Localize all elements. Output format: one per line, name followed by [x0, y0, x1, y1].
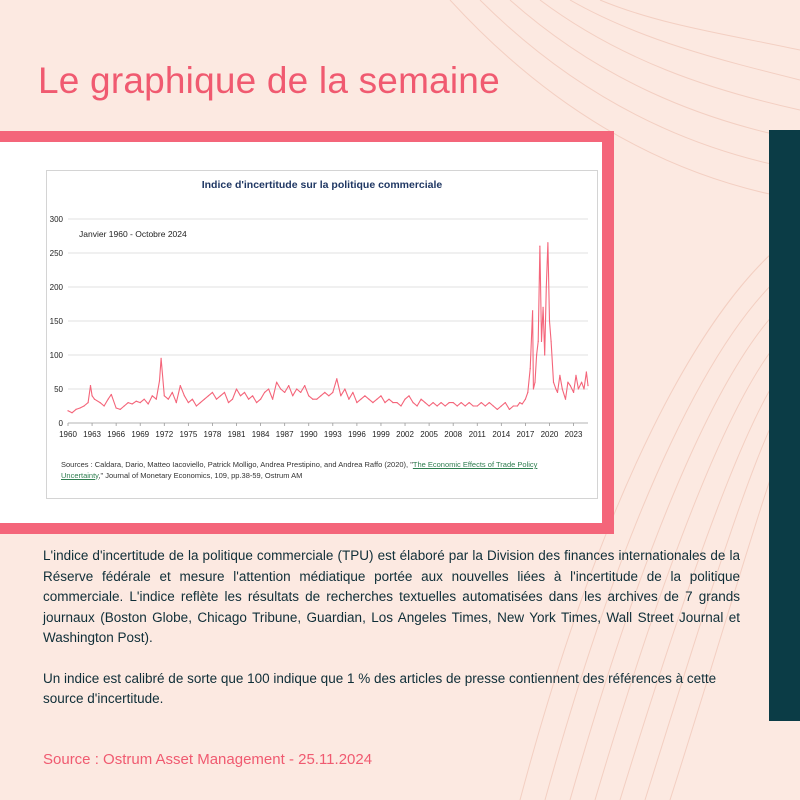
data-point — [546, 286, 547, 287]
data-point — [87, 402, 88, 403]
data-point — [404, 399, 405, 400]
data-point — [156, 399, 157, 400]
line-chart — [47, 171, 597, 498]
data-point — [420, 399, 421, 400]
data-point — [538, 341, 539, 342]
data-point — [160, 358, 161, 359]
x-tick-label: 2011 — [468, 430, 486, 439]
data-point — [469, 402, 470, 403]
data-point — [260, 399, 261, 400]
data-point — [268, 388, 269, 389]
data-point — [104, 405, 105, 406]
data-point — [578, 388, 579, 389]
data-point — [376, 399, 377, 400]
data-point — [392, 402, 393, 403]
data-point — [539, 246, 540, 247]
x-tick-label: 2014 — [492, 430, 511, 439]
data-point — [296, 388, 297, 389]
series-line-0 — [68, 243, 588, 413]
data-point — [481, 402, 482, 403]
data-point — [429, 405, 430, 406]
data-point — [148, 403, 149, 404]
data-point — [449, 402, 450, 403]
data-point — [573, 392, 574, 393]
data-point — [489, 402, 490, 403]
data-point — [550, 341, 551, 342]
data-point — [541, 341, 542, 342]
data-point — [553, 382, 554, 383]
data-point — [477, 405, 478, 406]
x-tick-label: 1972 — [155, 430, 174, 439]
x-tick-label: 2002 — [396, 430, 414, 439]
data-point — [99, 402, 100, 403]
data-point — [328, 395, 329, 396]
data-point — [200, 402, 201, 403]
data-point — [132, 403, 133, 404]
data-point — [517, 405, 518, 406]
data-point — [120, 409, 121, 410]
data-point — [75, 409, 76, 410]
data-point — [71, 412, 72, 413]
data-point — [356, 402, 357, 403]
data-point — [497, 409, 498, 410]
data-point — [380, 395, 381, 396]
x-tick-label: 1966 — [107, 430, 126, 439]
x-tick-label: 1990 — [299, 430, 318, 439]
data-point — [79, 407, 80, 408]
data-point — [465, 405, 466, 406]
x-tick-label: 2023 — [564, 430, 583, 439]
data-point — [453, 402, 454, 403]
data-point — [280, 388, 281, 389]
data-point — [248, 399, 249, 400]
x-tick-label: 1999 — [372, 430, 390, 439]
data-point — [316, 399, 317, 400]
data-point — [412, 402, 413, 403]
data-point — [408, 395, 409, 396]
y-tick-label: 300 — [49, 215, 63, 224]
data-point — [570, 385, 571, 386]
x-tick-label: 1993 — [323, 430, 342, 439]
x-tick-label: 1960 — [59, 430, 77, 439]
y-tick-label: 100 — [49, 351, 63, 360]
data-point — [340, 395, 341, 396]
data-point — [272, 399, 273, 400]
data-point — [544, 354, 545, 355]
data-point — [525, 399, 526, 400]
data-point — [136, 401, 137, 402]
data-point — [176, 402, 177, 403]
data-point — [228, 402, 229, 403]
data-point — [559, 375, 560, 376]
data-point — [108, 399, 109, 400]
chart-title: Indice d'incertitude sur la politique commerciale — [201, 179, 443, 191]
data-point — [344, 388, 345, 389]
data-point — [562, 388, 563, 389]
x-tick-label: 1978 — [203, 430, 222, 439]
y-tick-label: 150 — [49, 317, 63, 326]
data-point — [416, 405, 417, 406]
data-point — [276, 382, 277, 383]
data-point — [188, 402, 189, 403]
data-point — [204, 399, 205, 400]
data-point — [116, 407, 117, 408]
data-point — [445, 405, 446, 406]
data-point — [583, 388, 584, 389]
data-point — [457, 405, 458, 406]
x-tick-label: 1969 — [131, 430, 150, 439]
data-point — [587, 385, 588, 386]
data-point — [304, 385, 305, 386]
chart-sources — [61, 460, 581, 481]
data-point — [388, 399, 389, 400]
data-point — [216, 399, 217, 400]
data-point — [67, 410, 68, 411]
data-point — [473, 405, 474, 406]
data-point — [168, 399, 169, 400]
data-point — [536, 354, 537, 355]
x-tick-label: 1963 — [83, 430, 101, 439]
y-tick-label: 50 — [54, 385, 63, 394]
data-point — [336, 378, 337, 379]
data-point — [493, 405, 494, 406]
data-point — [527, 392, 528, 393]
data-point — [586, 371, 587, 372]
data-point — [212, 392, 213, 393]
data-point — [172, 392, 173, 393]
sources-link[interactable]: The Economic Effects of Trade Policy Uncertainty — [61, 460, 538, 480]
data-point — [368, 399, 369, 400]
data-point — [180, 385, 181, 386]
data-point — [324, 392, 325, 393]
data-point — [509, 409, 510, 410]
data-point — [284, 392, 285, 393]
data-point — [547, 242, 548, 243]
y-tick-label: 0 — [58, 419, 63, 428]
data-point — [565, 399, 566, 400]
data-point — [485, 405, 486, 406]
x-tick-label: 1975 — [179, 430, 198, 439]
x-tick-label: 2017 — [516, 430, 535, 439]
data-point — [224, 392, 225, 393]
data-point — [300, 392, 301, 393]
data-point — [332, 392, 333, 393]
side-accent-bar — [769, 130, 800, 721]
data-point — [220, 395, 221, 396]
data-point — [288, 385, 289, 386]
data-point — [252, 395, 253, 396]
data-point — [364, 395, 365, 396]
data-point — [555, 388, 556, 389]
data-point — [400, 405, 401, 406]
data-point — [140, 402, 141, 403]
data-point — [513, 405, 514, 406]
data-point — [292, 395, 293, 396]
data-point — [433, 402, 434, 403]
data-point — [581, 382, 582, 383]
data-point — [240, 395, 241, 396]
paragraph-calibration: Un indice est calibré de sorte que 100 indique que 1 % des articles de presse contiennent des références à cette source d'incertitude. — [43, 670, 717, 706]
data-point — [208, 395, 209, 396]
data-point — [501, 405, 502, 406]
data-point — [384, 402, 385, 403]
data-point — [352, 392, 353, 393]
data-point — [91, 395, 92, 396]
chart-card — [46, 170, 598, 499]
data-point — [184, 395, 185, 396]
data-point — [90, 385, 91, 386]
data-point — [519, 402, 520, 403]
data-point — [159, 380, 160, 381]
data-point — [530, 368, 531, 369]
source-line: Source : Ostrum Asset Management - 25.11.2024 — [43, 751, 373, 768]
data-point — [534, 382, 535, 383]
data-point — [461, 402, 462, 403]
y-tick-label: 250 — [49, 249, 63, 258]
data-point — [549, 320, 550, 321]
data-point — [144, 399, 145, 400]
data-point — [264, 392, 265, 393]
data-point — [360, 399, 361, 400]
data-point — [256, 402, 257, 403]
data-point — [320, 395, 321, 396]
x-tick-label: 1981 — [227, 430, 246, 439]
page-headline: Le graphique de la semaine — [38, 60, 500, 101]
data-point — [312, 399, 313, 400]
sources-suffix: ," Journal of Monetary Economics, 109, pp.38-59, Ostrum AM — [98, 470, 303, 480]
x-tick-label: 2020 — [540, 430, 559, 439]
data-point — [244, 392, 245, 393]
data-point — [567, 382, 568, 383]
data-point — [111, 394, 112, 395]
data-point — [557, 392, 558, 393]
data-point — [192, 399, 193, 400]
data-point — [396, 402, 397, 403]
data-point — [505, 402, 506, 403]
data-point — [372, 402, 373, 403]
data-point — [128, 402, 129, 403]
data-point — [424, 402, 425, 403]
data-point — [308, 395, 309, 396]
x-tick-label: 1984 — [251, 430, 270, 439]
data-point — [164, 395, 165, 396]
data-point — [348, 399, 349, 400]
sources-prefix: Sources : Caldara, Dario, Matteo Iacoviello, Patrick Molligo, Andrea Prestipino, and Andrea Raffo (2020), " — [61, 460, 413, 469]
data-point — [522, 403, 523, 404]
data-point — [83, 405, 84, 406]
paragraph-tpu-description: L'indice d'incertitude de la politique commerciale (TPU) est élaboré par la Division des finances internationales de la Réserve fédérale et mesure l'attention médiatique portée aux nouvelles liées à l'incertitude de la politique commerciale. L'indice reflète les résultats de recherches textuelles automatisées dans les archives de 7 grands journaux (Boston Globe, Chicago Tribune, Guardian, Los Angeles Times, New York Times, Wall Street Journal et Washington Post). — [43, 548, 740, 645]
chart-annotation: Janvier 1960 - Octobre 2024 — [79, 229, 187, 239]
data-point — [575, 375, 576, 376]
data-point — [124, 405, 125, 406]
x-tick-label: 1987 — [275, 430, 294, 439]
data-point — [441, 402, 442, 403]
data-point — [532, 310, 533, 311]
data-point — [437, 405, 438, 406]
data-point — [232, 399, 233, 400]
x-tick-label: 1996 — [347, 430, 366, 439]
data-point — [196, 405, 197, 406]
data-point — [533, 388, 534, 389]
x-tick-label: 2005 — [420, 430, 439, 439]
data-point — [236, 388, 237, 389]
data-point — [542, 307, 543, 308]
body-text — [43, 546, 740, 710]
x-tick-label: 2008 — [444, 430, 463, 439]
data-point — [152, 395, 153, 396]
data-point — [94, 399, 95, 400]
y-tick-label: 200 — [49, 283, 63, 292]
